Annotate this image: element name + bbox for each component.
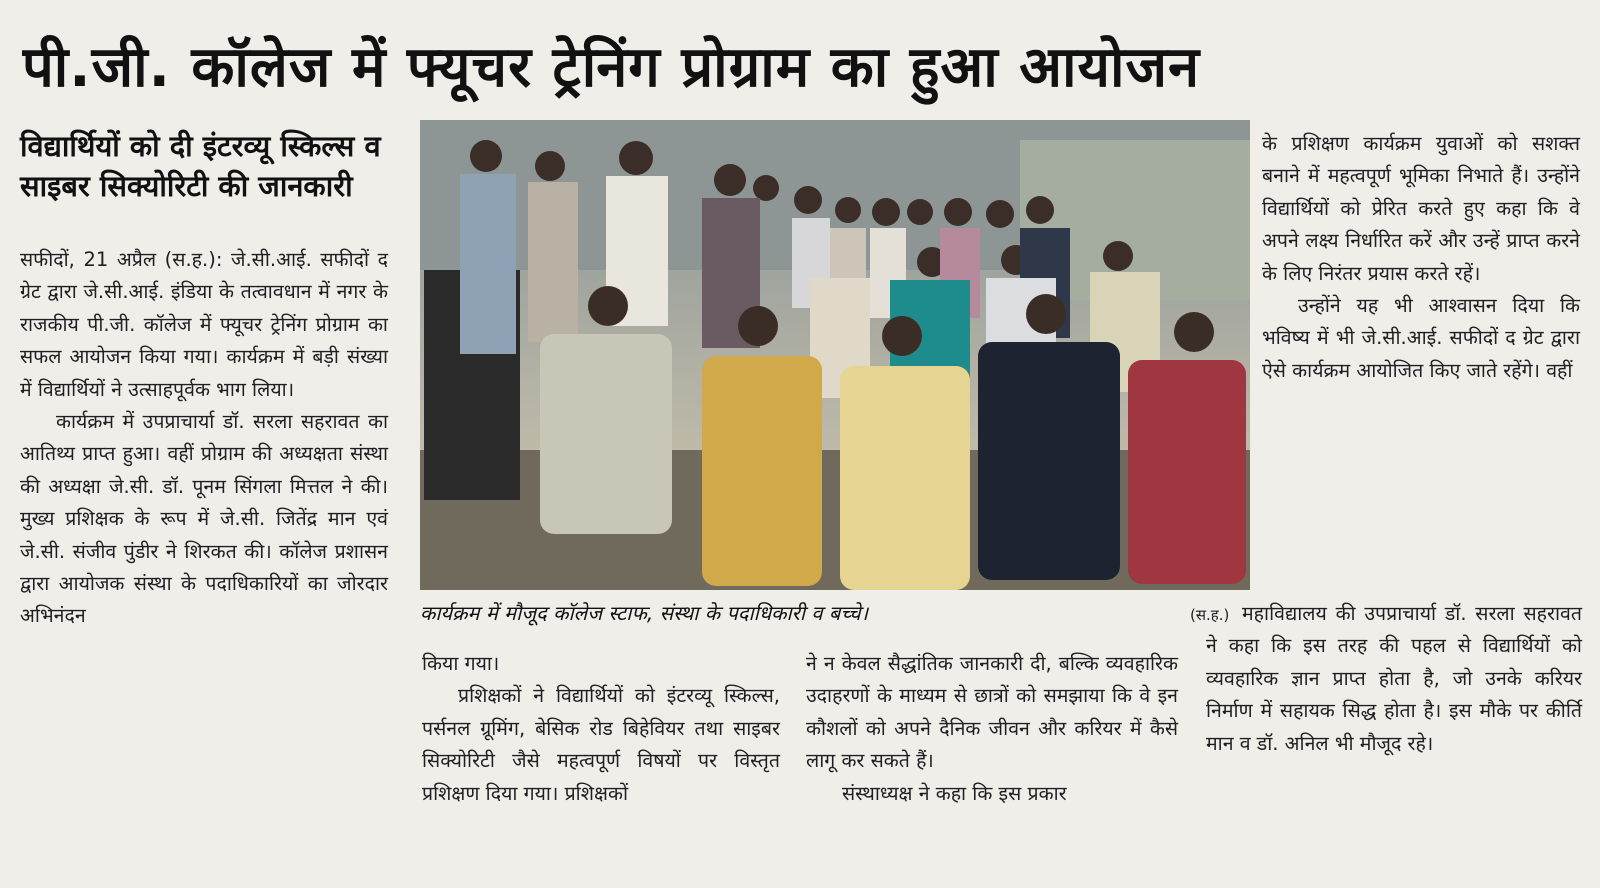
article-column-3 <box>806 648 1178 810</box>
group-photo-illustration <box>420 120 1250 590</box>
article-paragraph: ने न केवल सैद्धांतिक जानकारी दी, बल्कि व्यवहारिक उदाहरणों के माध्यम से छात्रों को समझाया कि वे इन कौशलों को अपने दैनिक जीवन और करियर में कैसे लागू कर सकते हैं। <box>806 652 1178 773</box>
article-paragraph: प्रशिक्षकों ने विद्यार्थियों को इंटरव्यू स्किल्स, पर्सनल ग्रूमिंग, बेसिक रोड बिहेवियर तथा साइबर सिक्योरिटी जैसे महत्वपूर्ण विषयों पर विस्तृत प्रशिक्षण दिया गया। प्रशिक्षकों <box>422 684 780 805</box>
article-paragraph: महाविद्यालय की उपप्राचार्या डॉ. सरला सहरावत ने कहा कि इस तरह की पहल से विद्यार्थियों को व्यवहारिक ज्ञान प्राप्त होता है, जो उनके करियर निर्माण में सहायक सिद्ध होता है। इस मौके पर कीर्ति मान व डॉ. अनिल भी मौजूद रहे। <box>1206 602 1582 755</box>
article-paragraph: के प्रशिक्षण कार्यक्रम युवाओं को सशक्त बनाने में महत्वपूर्ण भूमिका निभाते हैं। उन्होंने विद्यार्थियों को प्रेरित करते हुए कहा कि वे अपने लक्ष्य निर्धारित करें और उन्हें प्राप्त करने के लिए निरंतर प्रयास करते रहें। <box>1262 132 1580 285</box>
article-paragraph: कार्यक्रम में उपप्राचार्या डॉ. सरला सहरावत का आतिथ्य प्राप्त हुआ। वहीं प्रोग्राम की अध्यक्षता संस्था की अध्यक्षा जे.सी. डॉ. पूनम सिंगला मित्तल ने की। मुख्य प्रशिक्षक के रूप में जे.सी. जितेंद्र मान एवं जे.सी. संजीव पुंडीर ने शिरकत की। कॉलेज प्रशासन द्वारा आयोजक संस्था के पदाधिकारियों का जोरदार अभिनंदन <box>20 410 388 628</box>
article-paragraph: किया गया। <box>422 652 500 675</box>
article-paragraph: सफीदों, 21 अप्रैल (स.ह.): जे.सी.आई. सफीदों द ग्रेट द्वारा जे.सी.आई. इंडिया के तत्वावधान में नगर के राजकीय पी.जी. कॉलेज में फ्यूचर ट्रेनिंग प्रोग्राम का सफल आयोजन किया गया। कार्यक्रम में बड़ी संख्या में विद्यार्थियों ने उत्साहपूर्वक भाग लिया। <box>20 248 388 401</box>
article-column-1 <box>20 244 388 633</box>
headline: पी.जी. कॉलेज में फ्यूचर ट्रेनिंग प्रोग्राम का हुआ आयोजन <box>22 35 1201 100</box>
photo-caption: कार्यक्रम में मौजूद कॉलेज स्टाफ, संस्था के पदाधिकारी व बच्चे। <box>420 601 869 625</box>
article-column-4 <box>1262 128 1580 387</box>
subheadline: विद्यार्थियों को दी इंटरव्यू स्किल्स व साइबर सिक्योरिटी की जानकारी <box>20 129 381 203</box>
group-photo <box>420 120 1250 590</box>
article-column-2 <box>422 648 780 810</box>
photo-credit: (स.ह.) <box>1190 606 1230 624</box>
article-column-4-continued <box>1206 598 1582 760</box>
article-paragraph: संस्थाध्यक्ष ने कहा कि इस प्रकार <box>842 781 1067 805</box>
article-paragraph: उन्होंने यह भी आश्वासन दिया कि भविष्य में भी जे.सी.आई. सफीदों द ग्रेट द्वारा ऐसे कार्यक्रम आयोजित किए जाते रहेंगे। वहीं <box>1262 294 1580 382</box>
